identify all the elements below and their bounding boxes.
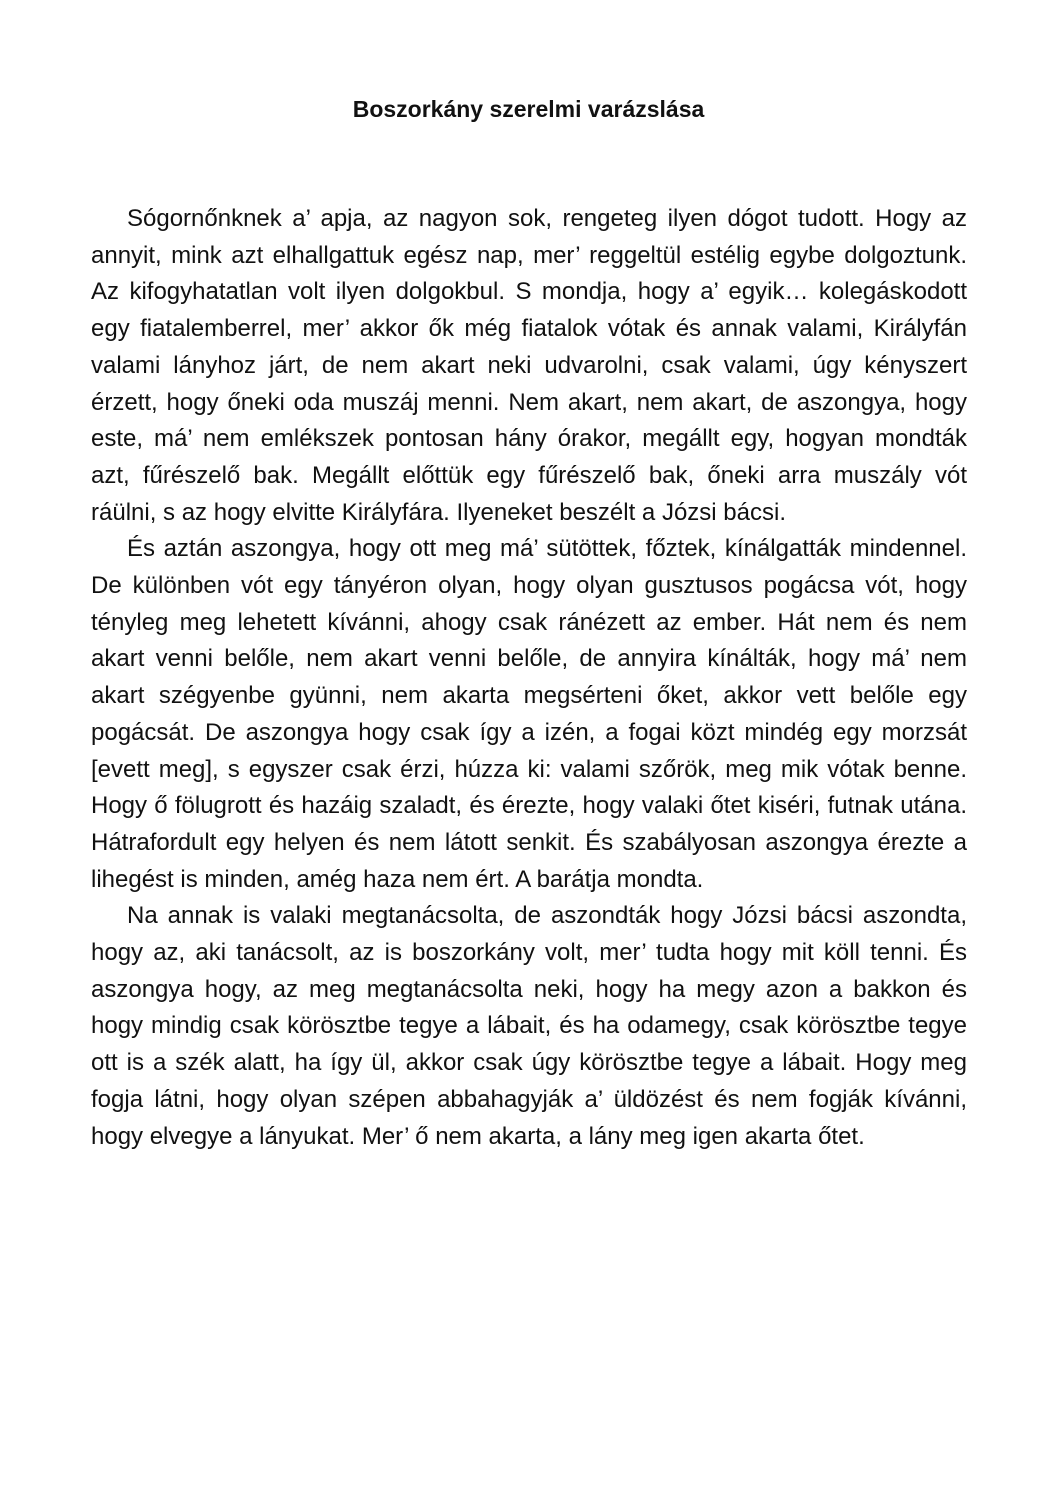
paragraph-1: Sógornőnknek a’ apja, az nagyon sok, rengeteg ilyen dógot tudott. Hogy az annyit, mink azt elhallgattuk egész nap, mer’ reggeltül estélig egybe dolgoztunk. Az kifogyhatatlan volt ilyen dolgokbul. S mondja, hogy a’ egyik… kolegáskodott egy fiatalemberrel, mer’ akkor ők még fiatalok vótak és annak valami, Királyfán valami lányhoz járt, de nem akart neki udvarolni, csak valami, úgy kényszert érzett, hogy őneki oda muszáj menni. Nem akart, nem akart, de aszongya, hogy este, má’ nem emlékszek pontosan hány órakor, megállt egy, hogyan mondták azt, fűrészelő bak. Megállt előttük egy fűrészelő bak, őneki arra muszály vót ráülni, s az hogy elvitte Királyfára. Ilyeneket beszélt a Józsi bácsi. <box>91 205 967 526</box>
document-title: Boszorkány szerelmi varázslása <box>352 96 705 122</box>
paragraph-2: És aztán aszongya, hogy ott meg má’ sütöttek, főztek, kínálgatták mindennel. De különben vót egy tányéron olyan, hogy olyan gusztusos pogácsa vót, hogy tényleg meg lehetett kívánni, ahogy csak ránézett az ember. Hát nem és nem akart venni belőle, nem akart venni belőle, de annyira kínálták, hogy má’ nem akart szégyenbe gyünni, nem akarta megsérteni őket, akkor vett belőle egy pogácsát. De aszongya hogy csak így a izén, a fogai közt mindég egy morzsát [evett meg], s egyszer csak érzi, húzza ki: valami szőrök, meg mik vótak benne. Hogy ő fölugrott és hazáig szaladt, és érezte, hogy valaki őtet kiséri, futnak utána. Hátrafordult egy helyen és nem látott senkit. És szabályosan aszongya érezte a lihegést is minden, amég haza nem ért. A barátja mondta. <box>91 535 967 893</box>
document-body <box>91 201 967 1155</box>
paragraph-3: Na annak is valaki megtanácsolta, de aszondták hogy Józsi bácsi aszondta, hogy az, aki tanácsolt, az is boszorkány volt, mer’ tudta hogy mit köll tenni. És aszongya hogy, az meg megtanácsolta neki, hogy ha megy azon a bakkon és hogy mindig csak körösztbe tegye a lábait, és ha odamegy, csak körösztbe tegye ott is a szék alatt, ha így ül, akkor csak úgy körösztbe tegye a lábait. Hogy meg fogja látni, hogy olyan szépen abbahagyják a’ üldözést és nem fogják kívánni, hogy elvegye a lányukat. Mer’ ő nem akarta, a lány meg igen akarta őtet. <box>91 902 967 1150</box>
